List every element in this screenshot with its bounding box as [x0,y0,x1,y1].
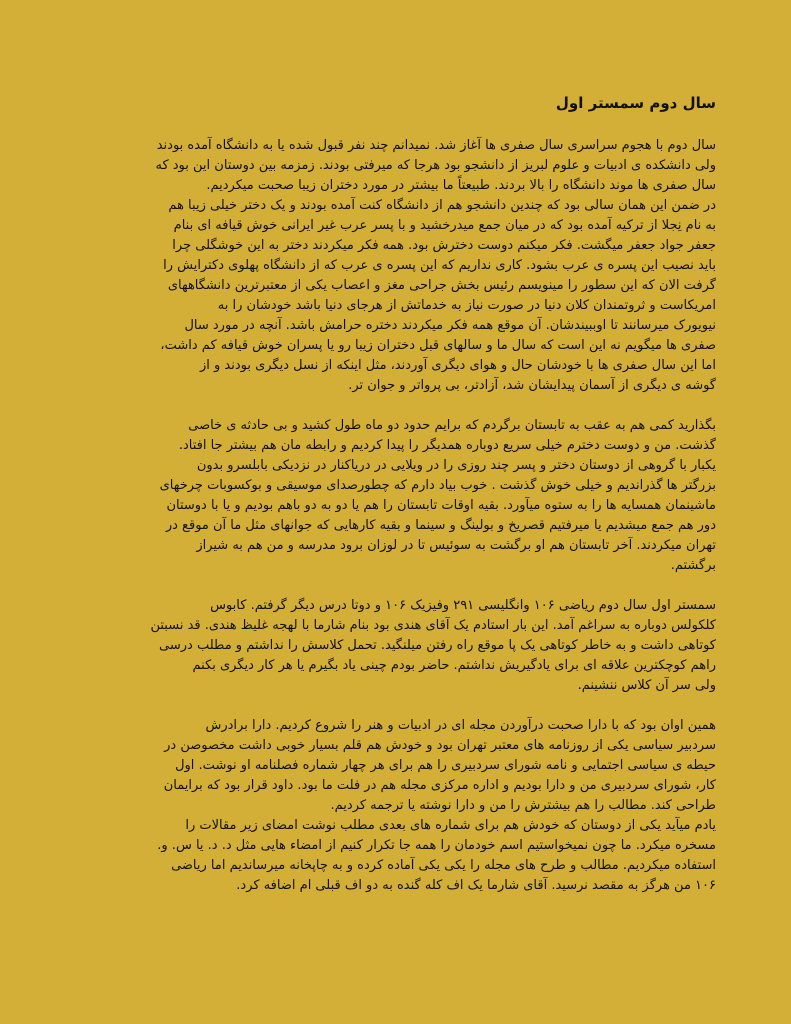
text-line: ولی دانشکده ی ادبیات و علوم لبریز از دانشجو بود هرجا که میرفتی بودند. زمزمه بین دوستان این بود که [155,158,716,173]
text-line: تهران میکردند. آخر تابستان هم او برگشت به سوئیس تا در لوزان برود مدرسه و من هم به شیراز [196,538,716,553]
text-line: بگذارید کمی هم به عقب به تابستان برگردم که برایم حدود دو ماه طول کشید و بی حادثه ی خاصی [188,418,716,433]
text-line: طراحی کند. مطالب را هم بیشترش را من و دارا نوشته یا ترجمه کردیم. [330,798,716,813]
text-line: ولی سر آن کلاس ننشینم. [577,678,716,693]
paragraphs-container [66,136,716,896]
text-line: جعفر جواد جعفر میگشت. فکر میکنم دوست دخترش بود. همه فکر میکردند دختر به این خوشگلی چرا [172,238,716,253]
text-line: باید نصیب این پسره ی عرب بشود. کاری نداریم که این پسره ی عرب که از دانشگاه پهلوی دکترایش را [163,258,716,273]
text-line: سال صفری ها موند دانشگاه را بالا بردند. طبیعتاً ما بیشتر در مورد دختران زیبا صحبت میکردیم. [206,178,716,193]
text-line: سردبیر سیاسی یکی از روزنامه های معتبر تهران بود و خودش هم قلم بسیار خوبی داشت مخصوصن در [164,738,716,753]
text-line: راهم کوچکترین علاقه ای برای یادگیریش نداشتم. حاضر بودم چینی یاد بگیرم یا هر کار دیگری بکنم [192,658,716,673]
text-line: گذشت. من و دوست دخترم خیلی سریع دوباره همدیگر را پیدا کردیم و رابطه مان هم بیشتر جا افتاد. [178,438,716,453]
text-line: صفری ها میگویم نه این است که سال ما و سالهای قبل دختران زیبا رو یا پسران خوش قیافه کم داشت، [160,338,716,353]
text-line: کار، شورای سردبیری من و دارا بودیم و اداره مرکزی مجله هم در فلت ما بود. داود قرار بود که برایمان [163,778,716,793]
text-line: بزرگتر ها گذراندیم و خیلی خوش گذشت . خوب بیاد دارم که چطورصدای موسیقی و بوکسوبات چرخهای [159,478,716,493]
text-line: گرفت الان که این سطور را مینویسم رئیس بخش جراحی مغز و اعصاب یکی از معتبرترین دانشگاههای [167,278,716,293]
text-line: مسخره میکرد. ما چون نمیخواستیم اسم خودمان را همه جا تکرار کنیم از امضاء هایی مثل د. د. یا س. و. [157,838,716,853]
paragraph-1 [66,136,716,396]
paragraph-4 [66,716,716,896]
text-line: حیطه ی سیاسی اجتمایی و نامه شورای سردبیری را هم برای هر چهار شماره فصلنامه او نوشت. اول [175,758,716,773]
paragraph-3 [66,596,716,696]
text-line: همین اوان بود که با دارا صحبت درآوردن مجله ای در ادبیات و هنر را شروع کردیم. دارا برادرش [205,718,716,733]
text-line: به نام نِجلا از ترکیه آمده بود که در میان جمع میدرخشید و با پسر عرب غیر ایرانی خوش قیافه ای بنام [173,218,716,233]
text-line: سال دوم با هجوم سراسری سال صفری ها آغاز شد. نمیدانم چند نفر قبول شده یا به دانشگاه آمده بودند [156,138,716,153]
text-line: امریکاست و ثروتمندان کلان دنیا در صورت نیاز به خدماتش از هرجای دنیا باشد خودشان را به [217,298,716,313]
text-line: برگشتم. [670,558,716,573]
text-line: کلکولس دوباره به سراغم آمد. این بار استادم یک آقای هندی بود بنام شارما با لهجه غلیظ هندی. قد نسبتن [150,618,716,633]
paragraph-2 [66,416,716,576]
text-line: گوشه ی دیگری از آسمان پیدایشان شد، آزادتر، بی پرواتر و جوان تر. [348,378,716,393]
text-line: یادم میآید یکی از دوستان که خودش هم برای شماره های بعدی مطلب نوشت امضای زیر مقالات را [185,818,716,833]
text-line: اما این سال صفری ها با خودشان حال و هوای دیگری آوردند، مثل اینکه از نسل دیگری بودند و از [199,358,716,373]
text-line: در ضمن این همان سالی بود که چندین دانشجو هم از دانشگاه کنت آمده بودند و یک دختر خیلی زیبا هم [168,198,716,213]
text-line: یکبار با گروهی از دوستان دختر و پسر چند روزی را در ویلایی در دریاکنار در نزدیکی بابلسرو بدون [196,458,716,473]
text-line: نیویورک میرسانند تا اوببیندشان. آن موقع همه فکر میکردند دختره حرامش باشد. آنچه در مورد سال [184,318,716,333]
text-line: دور هم جمع میشدیم یا میرفتیم قصریخ و بولینگ و سینما و بقیه کارهایی که جوانهای مثل ما آن موقع در [165,518,716,533]
document-content [66,92,716,916]
text-line: سمستر اول سال دوم ریاضی ۱۰۶ وانگلیسی ۲۹۱ وفیزیک ۱۰۶ و دوتا درس دیگر گرفتم. کابوس [210,598,716,613]
text-line: ۱۰۶ من هرگز به مقصد نرسید. آقای شارما یک اف کله گنده به دو اف قبلی ام اضافه کرد. [236,878,716,893]
page-title: سال دوم سمستر اول [555,94,716,112]
text-line: کوتاهی داشت و به خاطر کوتاهی یک پا موقع راه رفتن میلنگید. تحمل کلاسش را نداشتم و مطلب درسی [159,638,716,653]
text-line: ماشینمان همسایه ها را به ستوه میآورد. بقیه اوقات تابستان را هم یا دو به دو باهم بودیم و یا با دوستان [166,498,716,513]
text-line: استفاده میکردیم. مطالب و طرح های مجله را یکی یکی آماده کرده و به چاپخانه میرساندیم اما ریاضی [171,858,716,873]
